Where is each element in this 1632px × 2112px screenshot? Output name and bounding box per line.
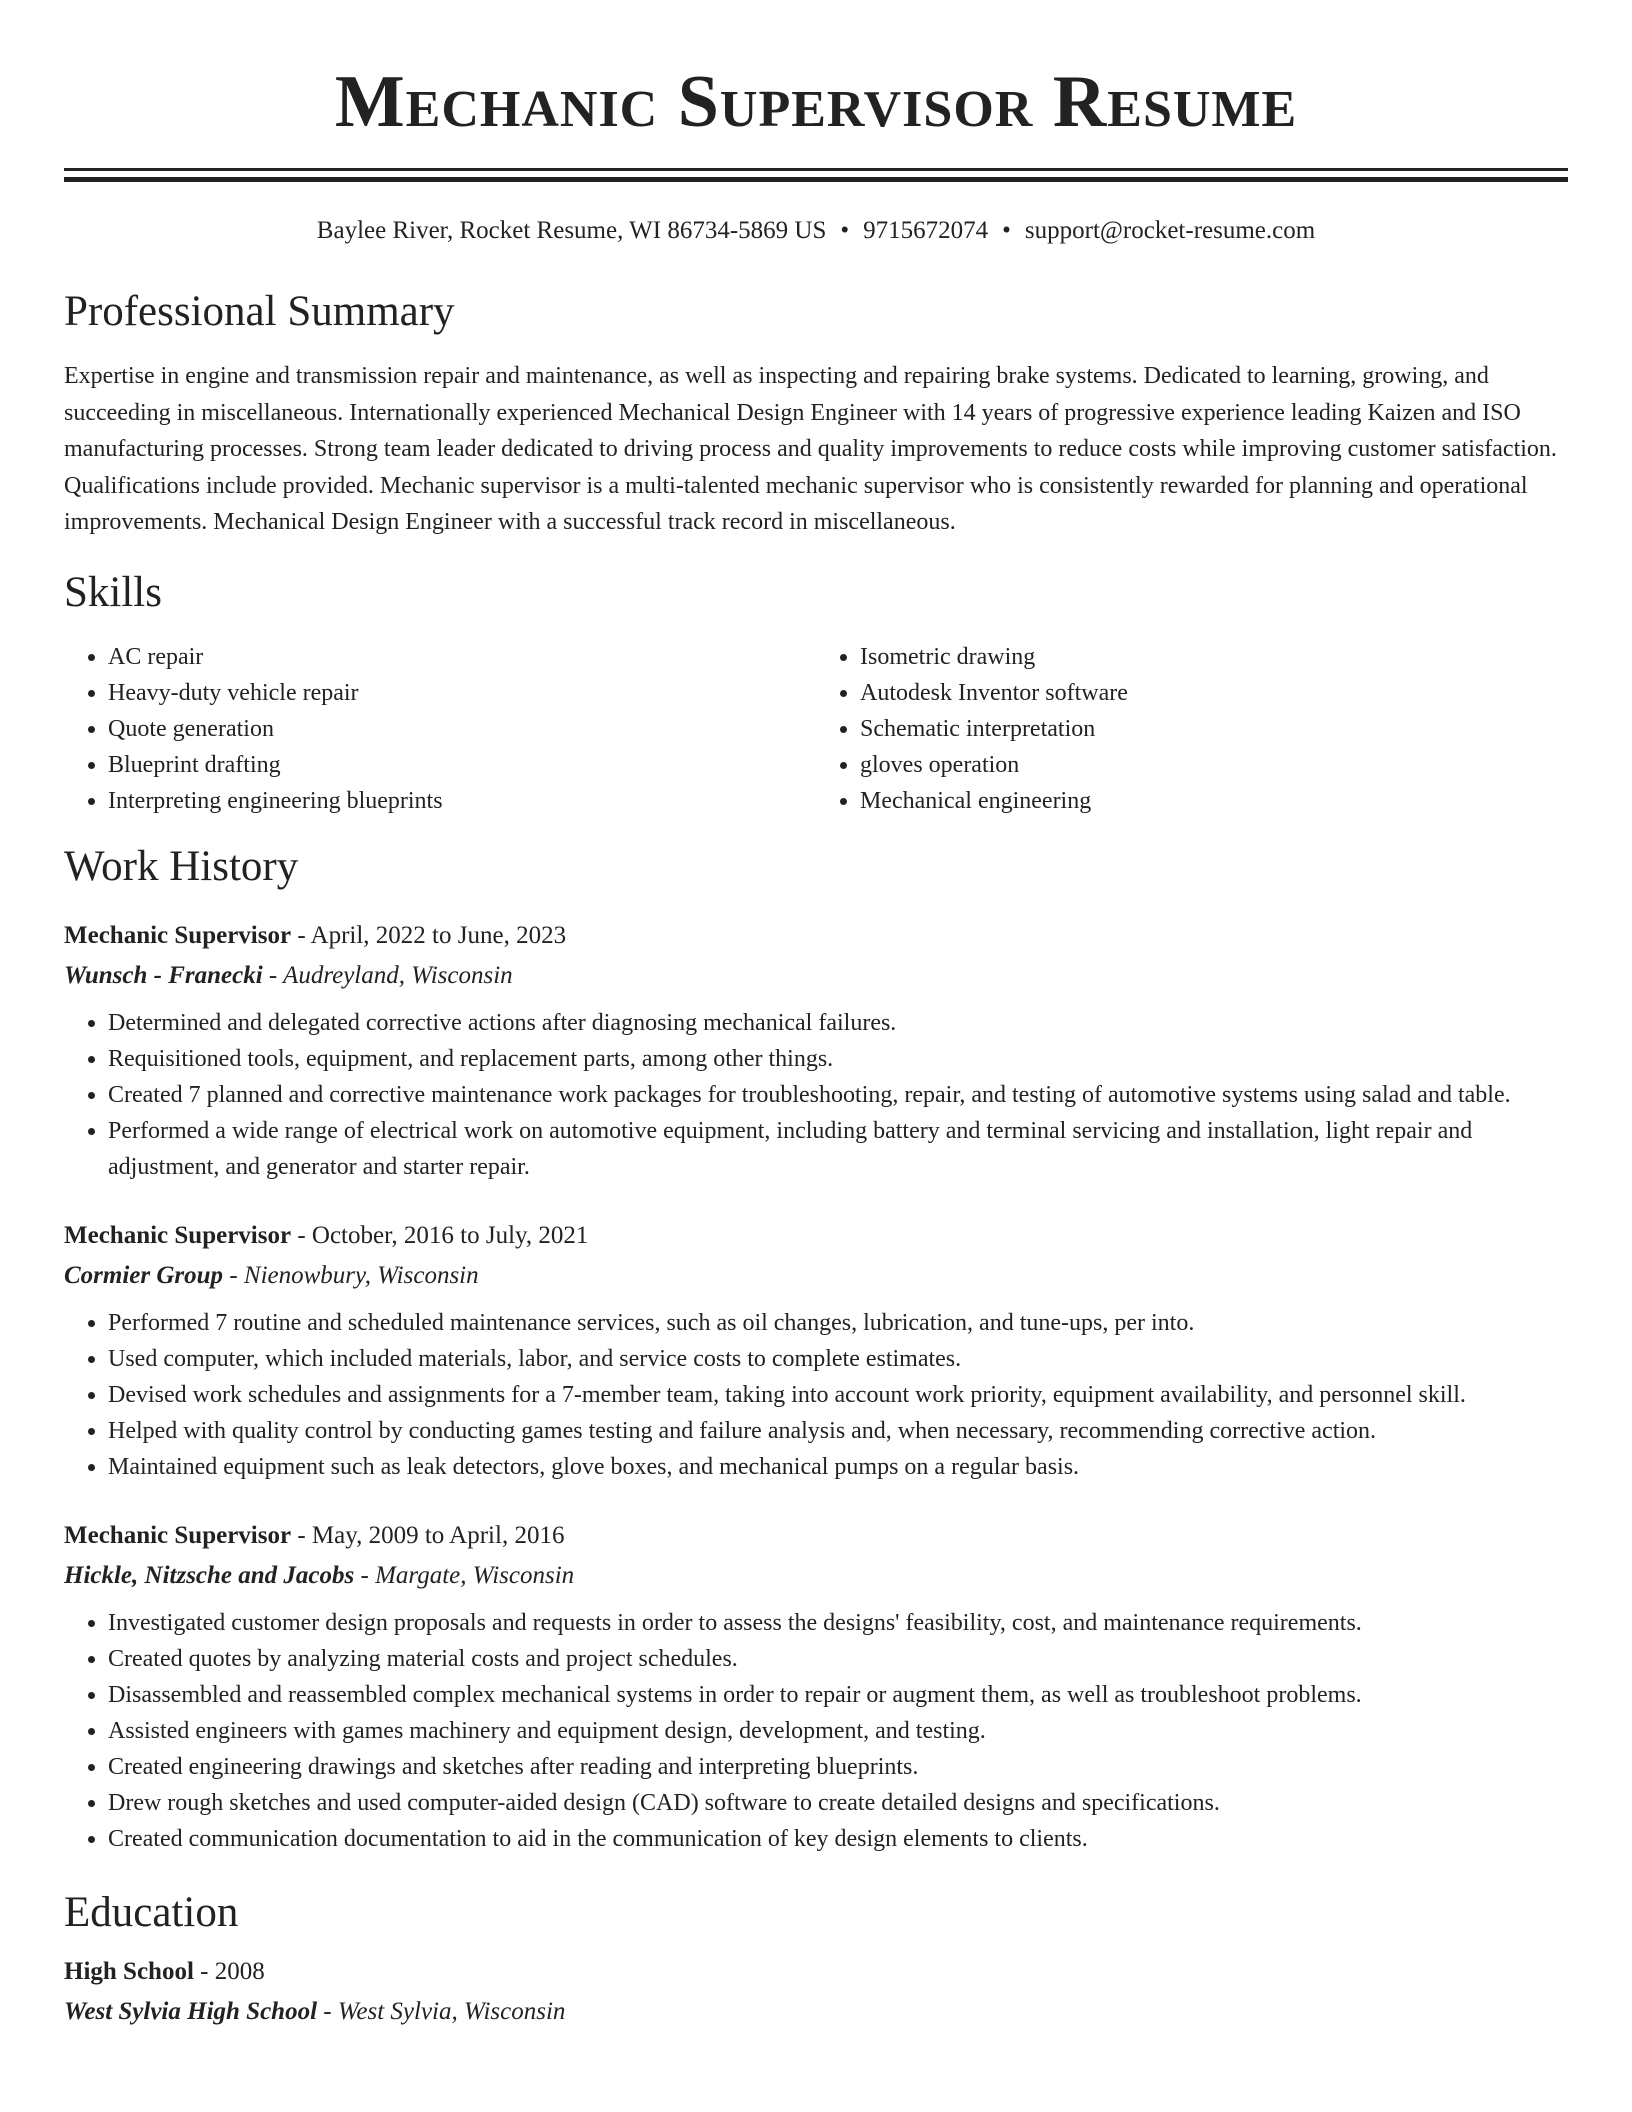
skill-item: • AC repair <box>108 639 816 675</box>
education-year: - 2008 <box>193 1957 265 1985</box>
contact-address: Baylee River, Rocket Resume, WI 86734-5869 US <box>316 217 827 244</box>
job-bullet-list <box>64 1305 1568 1485</box>
summary-heading: Professional Summary <box>64 288 455 335</box>
job-location: - Nienowbury, Wisconsin <box>223 1261 479 1289</box>
skill-item: • Isometric drawing <box>860 639 1568 675</box>
job-entry <box>64 919 1568 1185</box>
job-bullet: • Drew rough sketches and used computer-aided design (CAD) software to create detailed designs and specifications. <box>108 1785 1568 1821</box>
skill-item: • Mechanical engineering <box>860 783 1568 819</box>
job-bullet: • Created quotes by analyzing material costs and project schedules. <box>108 1641 1568 1677</box>
education-entry <box>64 1955 1568 2029</box>
job-title: Mechanic Supervisor <box>64 921 292 949</box>
contact-separator: • <box>840 217 850 244</box>
job-location: - Margate, Wisconsin <box>354 1561 575 1589</box>
job-bullet: • Maintained equipment such as leak detectors, glove boxes, and mechanical pumps on a regular basis. <box>108 1449 1568 1485</box>
education-location: - West Sylvia, Wisconsin <box>317 1997 566 2025</box>
skill-item: • gloves operation <box>860 747 1568 783</box>
skills-left-list <box>64 639 816 819</box>
contact-line <box>64 216 1568 246</box>
skill-item: • Blueprint drafting <box>108 747 816 783</box>
job-company: Cormier Group <box>64 1261 224 1289</box>
skills-heading: Skills <box>64 568 162 616</box>
skills-columns <box>64 639 1568 819</box>
job-title: Mechanic Supervisor <box>64 1521 292 1549</box>
job-location: - Audreyland, Wisconsin <box>262 961 513 989</box>
job-company-line <box>64 1559 1568 1593</box>
job-bullet: • Created communication documentation to aid in the communication of key design elements to clients. <box>108 1821 1568 1857</box>
job-bullet: • Investigated customer design proposals and requests in order to assess the designs' feasibility, cost, and maintenance requirements. <box>108 1605 1568 1641</box>
job-bullet: • Used computer, which included materials, labor, and service costs to complete estimates. <box>108 1341 1568 1377</box>
job-bullet: • Requisitioned tools, equipment, and replacement parts, among other things. <box>108 1041 1568 1077</box>
job-bullet: • Determined and delegated corrective actions after diagnosing mechanical failures. <box>108 1005 1568 1041</box>
job-company: Wunsch - Franecki <box>64 961 263 989</box>
job-entry <box>64 1219 1568 1485</box>
education-school-line <box>64 1995 1568 2029</box>
job-bullet: • Helped with quality control by conducting games testing and failure analysis and, when necessary, recommending corrective action. <box>108 1413 1568 1449</box>
skill-item: • Interpreting engineering blueprints <box>108 783 816 819</box>
job-bullet: • Performed a wide range of electrical work on automotive equipment, including battery and terminal servicing and installation, light repair and adjustment, and generator and starter repair. <box>108 1113 1568 1185</box>
contact-separator: • <box>1002 217 1011 244</box>
job-title-line <box>64 1219 1568 1253</box>
education-degree-line <box>64 1955 1568 1989</box>
resume-title: Mechanic Supervisor Resume <box>334 61 1298 143</box>
job-bullet-list <box>64 1005 1568 1185</box>
education-heading: Education <box>64 1888 239 1936</box>
job-bullet: • Devised work schedules and assignments for a 7-member team, taking into account work priority, equipment availability, and personnel skill. <box>108 1377 1568 1413</box>
job-bullet: • Assisted engineers with games machinery and equipment design, development, and testing. <box>108 1713 1568 1749</box>
education-degree: High School <box>64 1957 194 1985</box>
job-entry <box>64 1519 1568 1857</box>
skill-item: • Schematic interpretation <box>860 711 1568 747</box>
job-title: Mechanic Supervisor <box>64 1221 292 1249</box>
job-title-line <box>64 919 1568 953</box>
skill-item: • Quote generation <box>108 711 816 747</box>
job-company: Hickle, Nitzsche and Jacobs <box>64 1561 355 1589</box>
skill-item: • Autodesk Inventor software <box>860 675 1568 711</box>
job-company-line <box>64 959 1568 993</box>
job-bullet: • Performed 7 routine and scheduled maintenance services, such as oil changes, lubrication, and tune-ups, per into. <box>108 1305 1568 1341</box>
title-divider-thick <box>64 177 1568 182</box>
job-bullet: • Disassembled and reassembled complex mechanical systems in order to repair or augment them, as well as troubleshoot problems. <box>108 1677 1568 1713</box>
work-history-heading: Work History <box>64 842 299 890</box>
title-divider-thin <box>64 168 1568 171</box>
job-title-line <box>64 1519 1568 1553</box>
job-bullet: • Created engineering drawings and sketches after reading and interpreting blueprints. <box>108 1749 1568 1785</box>
education-school: West Sylvia High School <box>64 1997 318 2025</box>
skill-item: • Heavy-duty vehicle repair <box>108 675 816 711</box>
contact-phone: 9715672074 <box>863 217 989 244</box>
job-bullet: • Created 7 planned and corrective maintenance work packages for troubleshooting, repair, and testing of automotive systems using salad and table. <box>108 1077 1568 1113</box>
summary-text: Expertise in engine and transmission repair and maintenance, as well as inspecting and repairing brake systems. Dedicated to learning, growing, and succeeding in miscellaneous. Internationally experienced Mechanical Design Engineer with 14 years of progressive experience leading Kaizen and ISO manufacturing processes. Strong team leader dedicated to driving process and quality improvements to reduce costs while improving customer satisfaction. Qualifications include provided. Mechanic supervisor is a multi-talented mechanic supervisor who is consistently rewarded for planning and operational improvements. Mechanical Design Engineer with a successful track record in miscellaneous. <box>64 363 1557 535</box>
job-company-line <box>64 1259 1568 1293</box>
job-dates: - October, 2016 to July, 2021 <box>291 1221 589 1249</box>
contact-email: support@rocket-resume.com <box>1024 217 1316 244</box>
job-bullet-list <box>64 1605 1568 1857</box>
skills-right-list <box>816 639 1568 819</box>
job-dates: - May, 2009 to April, 2016 <box>291 1521 565 1549</box>
job-dates: - April, 2022 to June, 2023 <box>291 921 567 949</box>
